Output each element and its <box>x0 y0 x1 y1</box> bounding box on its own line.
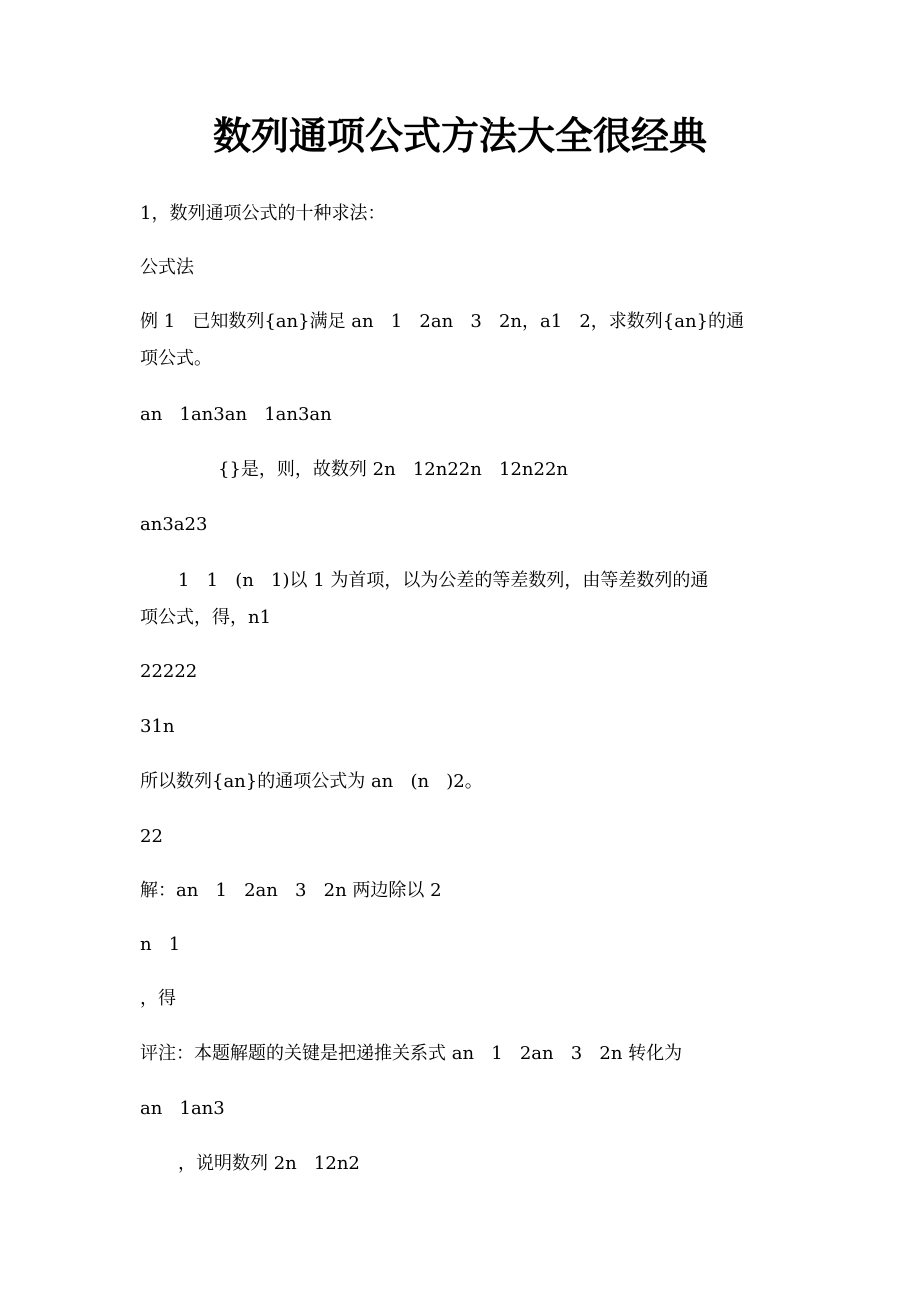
text-line: 公式法 <box>140 257 194 278</box>
text-line: 所以数列{an}的通项公式为 an (n )2。 <box>140 771 483 792</box>
text-line: an3a23 <box>140 514 208 535</box>
text-line: 例 1 已知数列{an}满足 an 1 2an 3 2n，a1 2，求数列{an}的通 <box>140 311 745 332</box>
text-line: {}是，则，故数列 2n 12n22n 12n22n <box>218 459 568 480</box>
document-title: 数列通项公式方法大全很经典 <box>212 113 707 158</box>
text-line: 22222 <box>140 661 198 682</box>
text-line: 评注：本题解题的关键是把递推关系式 an 1 2an 3 2n 转化为 <box>140 1043 683 1064</box>
text-line: 解：an 1 2an 3 2n 两边除以 2 <box>140 880 442 901</box>
text-line: ，得 <box>140 988 176 1009</box>
text-line: an 1an3 <box>140 1098 225 1119</box>
text-line: 31n <box>140 716 175 737</box>
text-line: 项公式，得，n1 <box>140 607 272 628</box>
text-line: 1 1 (n 1)以 1 为首项，以为公差的等差数列，由等差数列的通 <box>178 570 709 591</box>
text-line: n 1 <box>140 934 181 955</box>
text-line: 22 <box>140 826 163 847</box>
text-line: ，说明数列 2n 12n2 <box>178 1153 360 1174</box>
text-line: 1，数列通项公式的十种求法： <box>140 203 386 224</box>
text-line: 项公式。 <box>140 348 212 369</box>
text-line: an 1an3an 1an3an <box>140 404 332 425</box>
